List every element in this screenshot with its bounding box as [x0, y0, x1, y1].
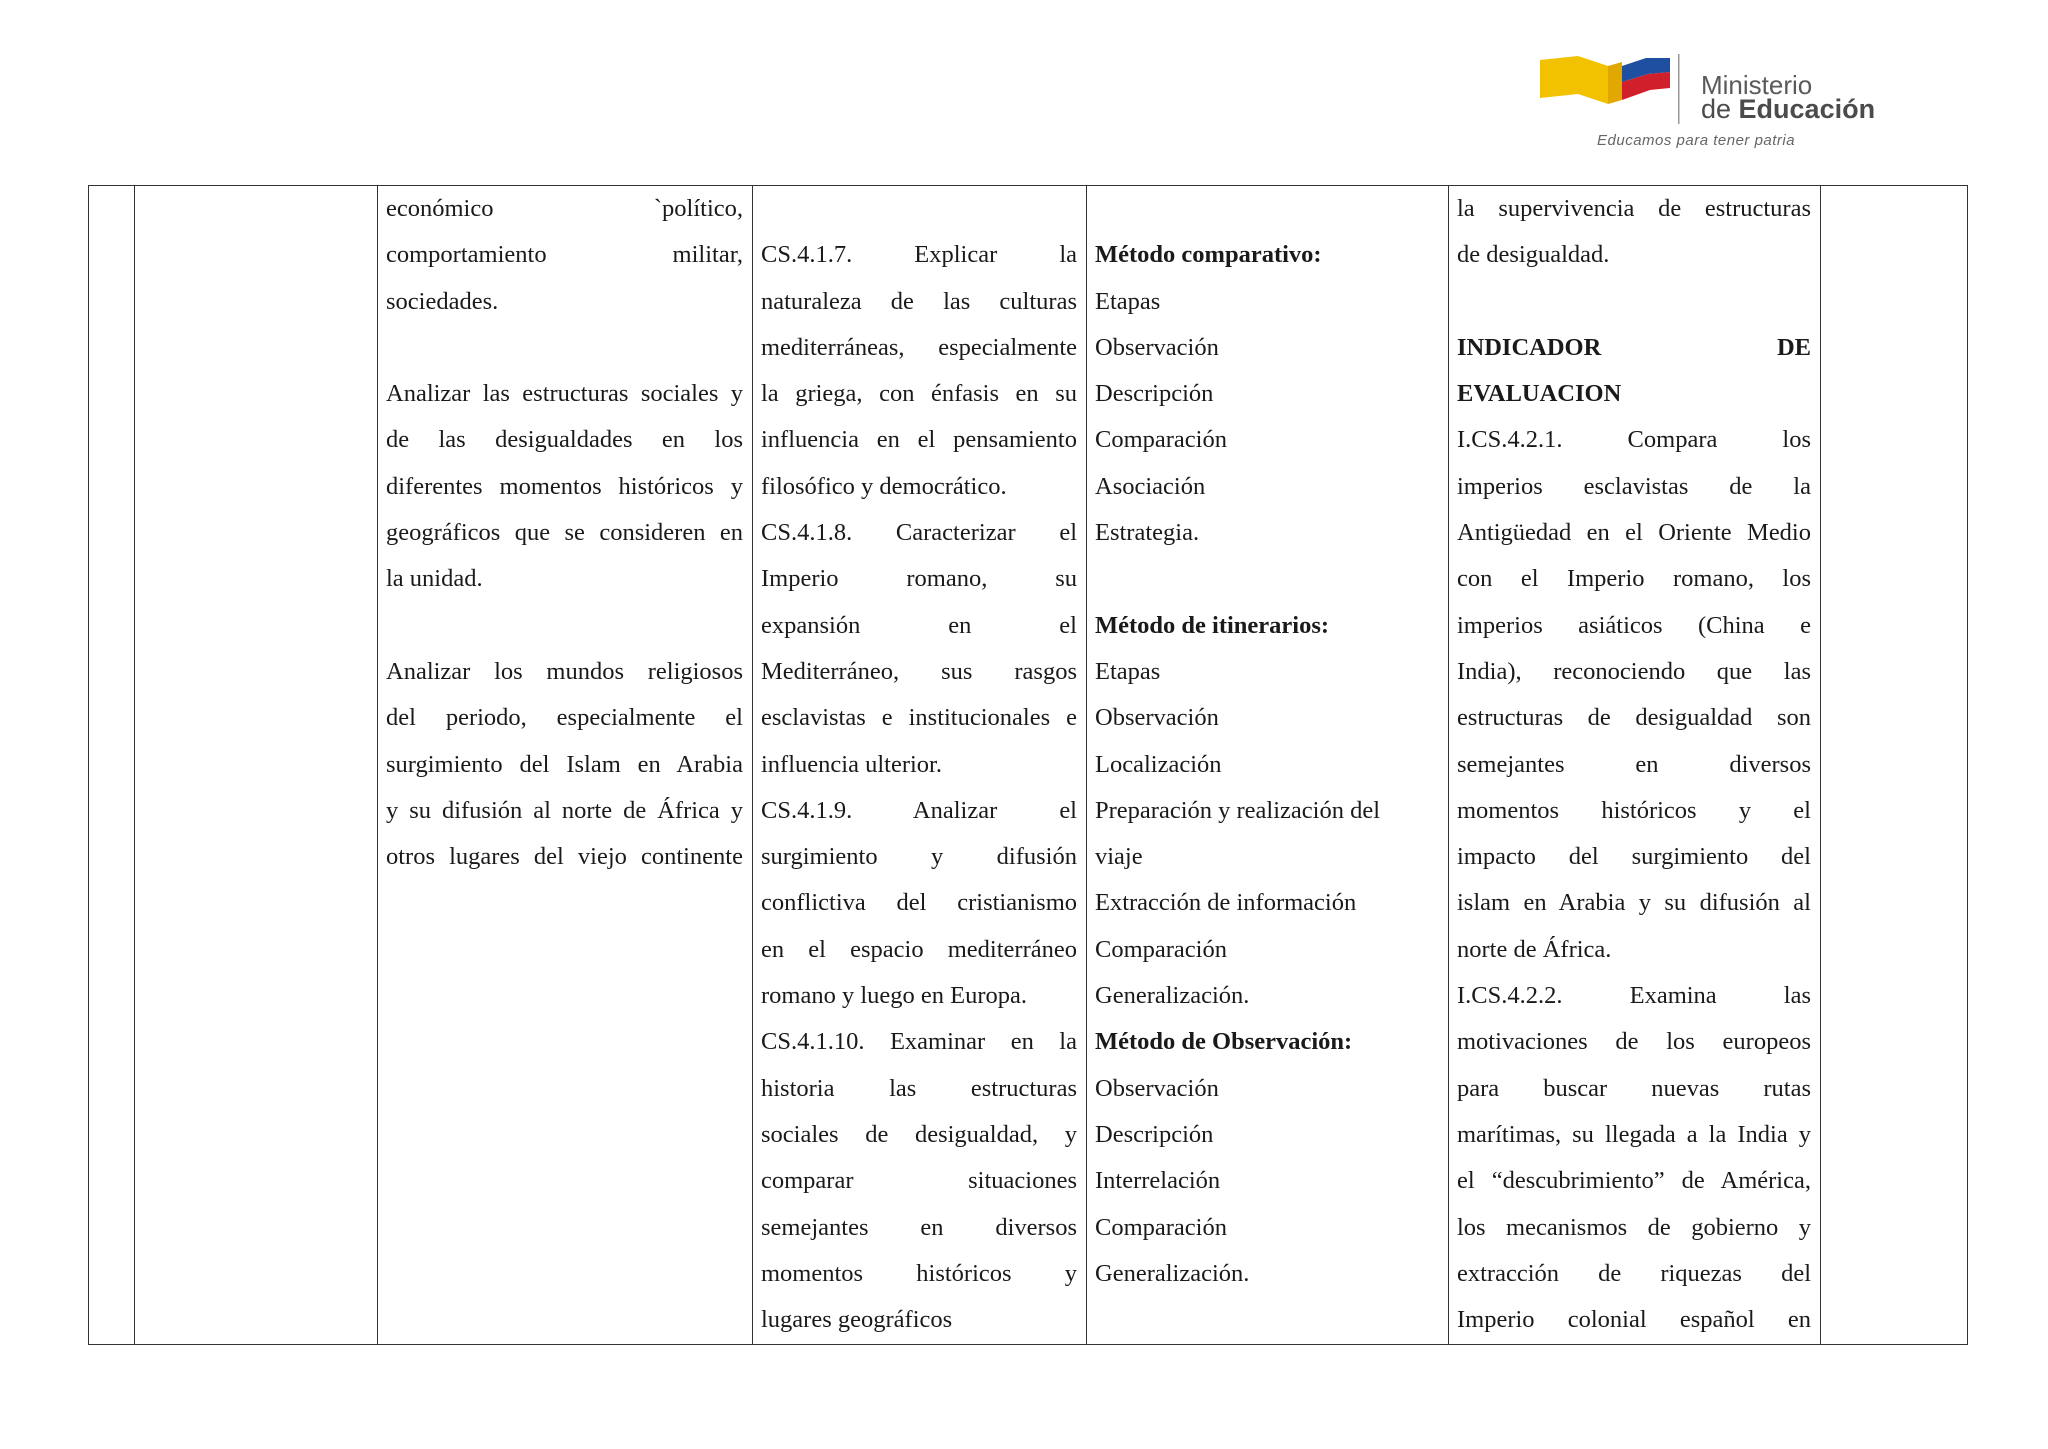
text-line: imperios asiáticos (China e: [1457, 611, 1811, 639]
text-line: semejantes en diversos: [761, 1213, 1077, 1241]
column-divider: [134, 186, 135, 1344]
text-line: con el Imperio romano, los: [1457, 565, 1811, 593]
text-line: Asociación: [1095, 472, 1206, 500]
table-cell-skills: [761, 186, 1077, 1343]
text-line: [1457, 279, 1811, 325]
text-line: esclavistas e institucionales e: [761, 704, 1077, 732]
text-line: en el espacio mediterráneo: [761, 935, 1077, 963]
text-line: [761, 186, 1077, 232]
logo-tagline: Educamos para tener patria: [1597, 132, 1796, 149]
text-line: Descripción: [1095, 1120, 1214, 1148]
text-line: momentos históricos y: [761, 1259, 1077, 1287]
text-line: Extracción de información: [1095, 889, 1357, 917]
text-line: [1095, 186, 1440, 232]
text-line: la supervivencia de estructuras: [1457, 195, 1811, 222]
logo-divider: [1678, 54, 1680, 124]
column-divider: [1086, 186, 1087, 1344]
text-line: extracción de riquezas del: [1457, 1259, 1811, 1287]
text-line: Preparación y realización del: [1095, 796, 1381, 824]
text-line: Método comparativo:: [1095, 241, 1322, 269]
table-cell-methods: [1095, 186, 1440, 1297]
column-divider: [752, 186, 753, 1344]
text-line: Etapas: [1095, 287, 1161, 315]
text-line: estructuras de desigualdad son: [1457, 704, 1811, 732]
text-line: Observación: [1095, 1074, 1219, 1102]
text-line: impacto del surgimiento del: [1457, 843, 1811, 871]
text-line: Analizar los mundos religiosos: [386, 657, 743, 685]
text-line: motivaciones de los europeos: [1457, 1028, 1811, 1056]
text-line: [386, 325, 743, 371]
text-line: momentos históricos y el: [1457, 796, 1811, 824]
content-table: [88, 185, 1968, 1345]
text-line: Generalización.: [1095, 982, 1250, 1010]
text-line: económico `político,: [386, 195, 743, 222]
text-line: marítimas, su llegada a la India y: [1457, 1120, 1811, 1148]
text-line: para buscar nuevas rutas: [1457, 1074, 1811, 1102]
text-line: [386, 603, 743, 649]
text-line: y su difusión al norte de África y: [386, 796, 743, 824]
text-line: Comparación: [1095, 935, 1227, 963]
text-line: surgimiento del Islam en Arabia: [386, 750, 743, 778]
text-line: comportamiento militar,: [386, 241, 743, 269]
text-line: viaje: [1095, 843, 1143, 871]
text-line: naturaleza de las culturas: [761, 287, 1077, 315]
text-line: I.CS.4.2.1. Compara los: [1457, 426, 1811, 454]
logo-text-educacion: de Educación: [1701, 94, 1876, 124]
text-line: Comparación: [1095, 426, 1227, 454]
text-line: Etapas: [1095, 657, 1161, 685]
text-line: Estrategia.: [1095, 519, 1200, 547]
ministerio-educacion-logo: [1538, 52, 1918, 152]
text-line: mediterráneas, especialmente: [761, 333, 1077, 361]
text-line: historia las estructuras: [761, 1074, 1077, 1102]
text-line: de las desigualdades en los: [386, 426, 743, 454]
text-line: Imperio romano, su: [761, 565, 1077, 593]
logo-text-ministerio: Ministerio: [1701, 70, 1813, 100]
text-line: sociedades.: [386, 287, 499, 315]
text-line: Observación: [1095, 333, 1219, 361]
text-line: Observación: [1095, 704, 1219, 732]
table-cell-evaluation: [1457, 186, 1811, 1343]
text-line: los mecanismos de gobierno y: [1457, 1213, 1811, 1241]
text-line: CS.4.1.10. Examinar en la: [761, 1028, 1077, 1056]
text-line: Interrelación: [1095, 1167, 1221, 1195]
text-line: [1095, 556, 1440, 602]
text-line: la griega, con énfasis en su: [761, 380, 1077, 408]
text-line: Descripción: [1095, 380, 1214, 408]
logo-yellow-band: [1540, 56, 1608, 104]
text-line: influencia en el pensamiento: [761, 426, 1077, 454]
column-divider: [377, 186, 378, 1344]
text-line: I.CS.4.2.2. Examina las: [1457, 982, 1811, 1010]
text-line: diferentes momentos históricos y: [386, 472, 743, 500]
text-line: el “descubrimiento” de América,: [1457, 1167, 1811, 1195]
text-line: CS.4.1.8. Caracterizar el: [761, 519, 1077, 547]
text-line: norte de África.: [1457, 935, 1612, 963]
text-line: Analizar las estructuras sociales y: [386, 380, 743, 408]
text-line: Mediterráneo, sus rasgos: [761, 657, 1077, 685]
text-line: INDICADOR DE: [1457, 333, 1811, 361]
text-line: EVALUACION: [1457, 380, 1622, 408]
text-line: Comparación: [1095, 1213, 1227, 1241]
text-line: romano y luego en Europa.: [761, 982, 1028, 1010]
text-line: surgimiento y difusión: [761, 843, 1077, 871]
text-line: expansión en el: [761, 611, 1077, 639]
table-cell-objectives: [386, 186, 743, 880]
text-line: Antigüedad en el Oriente Medio: [1457, 519, 1811, 547]
text-line: otros lugares del viejo continente: [386, 843, 743, 871]
text-line: islam en Arabia y su difusión al: [1457, 889, 1811, 917]
text-line: India), reconociendo que las: [1457, 657, 1811, 685]
text-line: Localización: [1095, 750, 1222, 778]
text-line: de desigualdad.: [1457, 241, 1610, 269]
text-line: Imperio colonial español en: [1457, 1306, 1811, 1334]
flag-book-icon: [1538, 52, 1688, 128]
text-line: imperios esclavistas de la: [1457, 472, 1811, 500]
text-line: semejantes en diversos: [1457, 750, 1811, 778]
text-line: geográficos que se consideren en: [386, 519, 743, 547]
text-line: Generalización.: [1095, 1259, 1250, 1287]
text-line: la unidad.: [386, 565, 483, 593]
text-line: comparar situaciones: [761, 1167, 1077, 1195]
text-line: del periodo, especialmente el: [386, 704, 743, 732]
text-line: lugares geográficos: [761, 1306, 953, 1334]
text-line: CS.4.1.7. Explicar la: [761, 241, 1077, 269]
text-line: conflictiva del cristianismo: [761, 889, 1077, 917]
text-line: sociales de desigualdad, y: [761, 1120, 1077, 1148]
column-divider: [1448, 186, 1449, 1344]
text-line: CS.4.1.9. Analizar el: [761, 796, 1077, 824]
text-line: Método de itinerarios:: [1095, 611, 1330, 639]
column-divider: [1820, 186, 1821, 1344]
text-line: Método de Observación:: [1095, 1028, 1353, 1056]
text-line: influencia ulterior.: [761, 750, 942, 778]
text-line: filosófico y democrático.: [761, 472, 1007, 500]
